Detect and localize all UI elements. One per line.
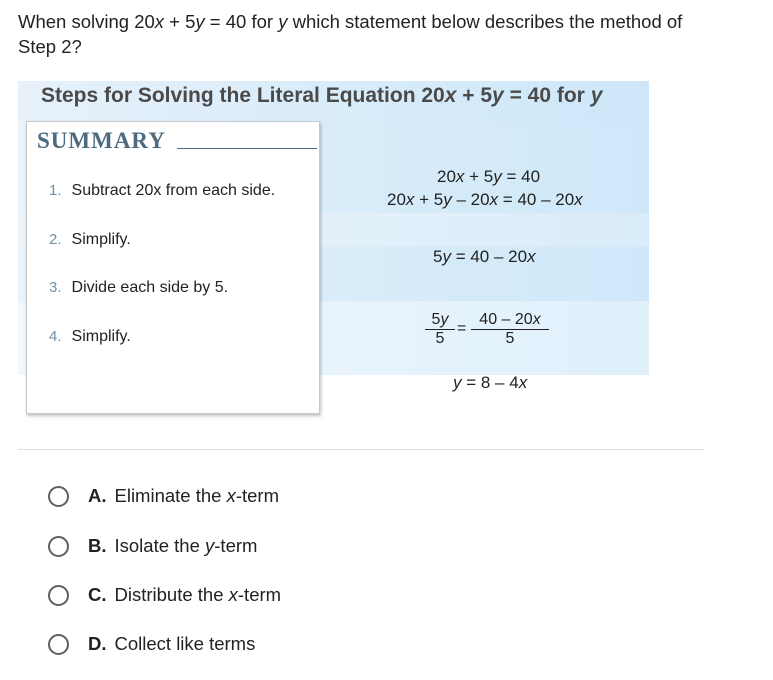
summary-underline bbox=[177, 148, 317, 149]
option-letter: B. bbox=[88, 535, 107, 556]
summary-step-2: 2. Simplify. bbox=[49, 231, 131, 248]
fraction-right: $\frac{40 - 20x}{5}$ bbox=[471, 311, 549, 348]
option-label: Distribute the x-term bbox=[114, 584, 282, 605]
equation-step-2: 5y = 40 – 20x bbox=[433, 247, 536, 266]
option-c[interactable] bbox=[48, 582, 281, 608]
steps-panel bbox=[18, 81, 649, 414]
equation-original: 20x + 5y = 40 bbox=[437, 167, 541, 186]
fraction-equals: = bbox=[457, 320, 467, 337]
equation-step-1: 20x + 5y – 20x = 40 – 20x bbox=[387, 190, 583, 209]
question-text: When solving 20x + 5y = 40 for y which statement below describes the method of Step 2? bbox=[18, 11, 683, 57]
summary-step-3: 3. Divide each side by 5. bbox=[49, 279, 229, 296]
radio-button-c[interactable] bbox=[48, 585, 69, 606]
option-a[interactable] bbox=[48, 483, 279, 509]
option-letter: D. bbox=[88, 633, 107, 654]
divider bbox=[18, 449, 704, 450]
option-label: Collect like terms bbox=[114, 633, 256, 654]
option-label: Isolate the y-term bbox=[114, 535, 258, 556]
radio-button-a[interactable] bbox=[48, 486, 69, 507]
option-b[interactable] bbox=[48, 533, 257, 559]
option-letter: C. bbox=[88, 584, 107, 605]
option-d[interactable] bbox=[48, 631, 255, 657]
radio-button-b[interactable] bbox=[48, 536, 69, 557]
option-letter: A. bbox=[88, 485, 107, 506]
panel-title: Steps for Solving the Literal Equation 20x + 5y = 40 for y bbox=[41, 84, 603, 107]
radio-button-d[interactable] bbox=[48, 634, 69, 655]
equation-step-4: y = 8 – 4x bbox=[453, 373, 528, 392]
fraction-left: $\frac{5y}{5}$ bbox=[425, 311, 455, 348]
summary-card bbox=[26, 121, 320, 414]
option-label: Eliminate the x-term bbox=[114, 485, 280, 506]
summary-heading: SUMMARY bbox=[37, 128, 166, 153]
summary-step-1: 1. Subtract 20x from each side. bbox=[49, 182, 276, 199]
summary-step-4: 4. Simplify. bbox=[49, 328, 131, 345]
